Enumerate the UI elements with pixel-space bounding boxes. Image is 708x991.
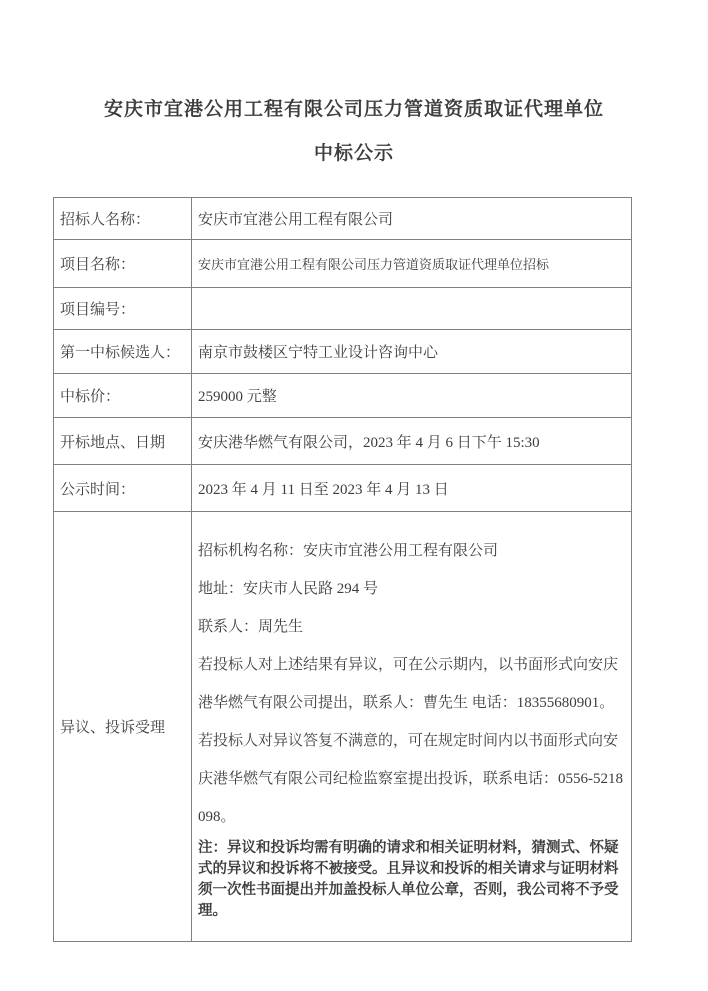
objection-procedure-1: 若投标人对上述结果有异议，可在公示期内，以书面形式向安庆港华燃气有限公司提出，联系人：曹先生 电话：18355680901。: [198, 656, 619, 711]
table-row: [54, 465, 632, 512]
row-label-bid-price: 中标价：: [54, 374, 192, 418]
row-label-first-candidate: 第一中标候选人：: [54, 330, 192, 374]
objection-agency-name: 招标机构名称：安庆市宜港公用工程有限公司: [198, 542, 499, 559]
row-value-project-number: [192, 288, 632, 330]
row-value-opening-place-date: 安庆港华燃气有限公司，2023 年 4 月 6 日下午 15:30: [192, 418, 632, 465]
row-label-opening-place-date: 开标地点、日期: [54, 418, 192, 465]
row-label-objection: 异议、投诉受理: [54, 512, 192, 942]
row-value-publicity-period: 2023 年 4 月 11 日至 2023 年 4 月 13 日: [192, 465, 632, 512]
row-value-first-candidate: 南京市鼓楼区宁特工业设计咨询中心: [192, 330, 632, 374]
page-title-line1: 安庆市宜港公用工程有限公司压力管道资质取证代理单位: [103, 99, 604, 120]
table-row: [54, 374, 632, 418]
objection-contact: 联系人：周先生: [198, 618, 304, 635]
page-title: [0, 0, 708, 176]
objection-address: 地址：安庆市人民路 294 号: [198, 580, 379, 597]
row-value-objection: [192, 512, 632, 942]
objection-note: 注：异议和投诉均需有明确的请求和相关证明材料，猜测式、怀疑式的异议和投诉将不被接受。且异议和投诉的相关请求与证明材料须一次性书面提出并加盖投标人单位公章，否则，我公司将不予受理。: [198, 839, 619, 919]
row-value-tenderer: 安庆市宜港公用工程有限公司: [192, 198, 632, 240]
table-row: [54, 198, 632, 240]
row-label-project-name: 项目名称：: [54, 240, 192, 288]
bid-info-table: [53, 197, 632, 942]
row-value-project-name: 安庆市宜港公用工程有限公司压力管道资质取证代理单位招标: [192, 240, 632, 288]
row-value-bid-price: 259000 元整: [192, 374, 632, 418]
table-row: [54, 240, 632, 288]
table-row: [54, 330, 632, 374]
page-title-line2: 中标公示: [313, 143, 394, 164]
table-row: [54, 418, 632, 465]
row-label-publicity-period: 公示时间：: [54, 465, 192, 512]
objection-procedure-2: 若投标人对异议答复不满意的，可在规定时间内以书面形式向安庆港华燃气有限公司纪检监察室提出投诉，联系电话：0556-5218098。: [198, 732, 623, 825]
table-row: [54, 288, 632, 330]
row-label-project-number: 项目编号：: [54, 288, 192, 330]
row-label-tenderer: 招标人名称：: [54, 198, 192, 240]
table-row: [54, 512, 632, 942]
